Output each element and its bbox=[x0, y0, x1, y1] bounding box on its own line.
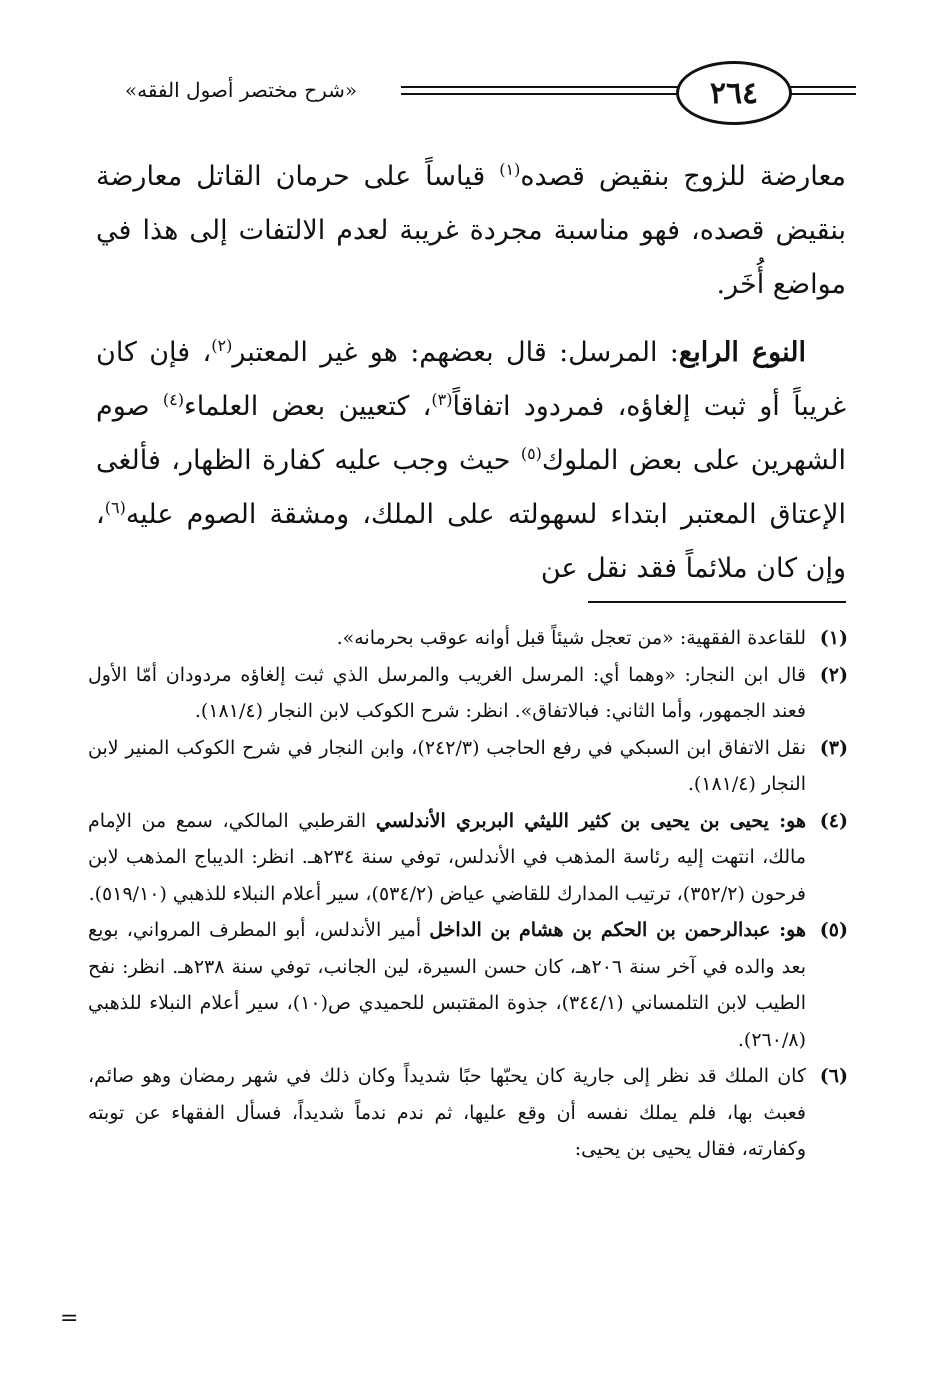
footnotes bbox=[88, 620, 848, 1168]
footnote-item bbox=[88, 657, 848, 730]
footnote-number: (٢) bbox=[819, 663, 848, 686]
biography-name: هو: عبدالرحمن بن الحكم بن هشام بن الداخل bbox=[429, 919, 806, 941]
paragraph-1 bbox=[96, 150, 846, 312]
footnote-ref: (٤) bbox=[162, 390, 184, 409]
book-title: «شرح مختصر أصول الفقه» bbox=[124, 78, 358, 102]
biography-name: هو: يحيى بن يحيى بن كثير الليثي البربري الأندلسي bbox=[375, 809, 806, 832]
page-number: ٢٦٤ bbox=[676, 61, 792, 125]
footnote-ref: (٦) bbox=[104, 498, 126, 517]
text-run: القرطبي المالكي، سمع من الإمام مالك، انتهت إليه رئاسة المذهب في الأندلس، توفي سنة ٢٣٤هـ. انظر: الديباج المذهب لابن فرحون (٣٥٢/٢)، ترتيب المدارك للقاضي عياض (٥٣٤/٢)، سير أعلام النبلاء للذهبي (٥١٩/١٠). bbox=[88, 809, 806, 905]
text-run: معارضة للزوج بنقيض قصده bbox=[520, 161, 846, 192]
footnote-ref: (٢) bbox=[211, 336, 233, 355]
page-header bbox=[86, 58, 856, 128]
text-run: ، كتعيين بعض العلماء bbox=[184, 391, 432, 422]
footnote-text bbox=[88, 803, 806, 913]
main-text bbox=[96, 150, 846, 596]
text-run: قياساً على حرمان القاتل معارضة بنقيض قصده، فهو مناسبة مجردة غريبة لعدم الالتفات إلى هذا في مواضع أُخَر. bbox=[96, 161, 846, 300]
footnote-text: قال ابن النجار: «وهما أي: المرسل الغريب والمرسل الذي ثبت إلغاؤه مردودان أمّا الأول فعند الجمهور، وأما الثاني: فبالاتفاق». انظر: شرح الكوكب لابن النجار (١٨١/٤). bbox=[88, 663, 806, 722]
continuation-mark: = bbox=[60, 1306, 79, 1331]
footnote-item bbox=[88, 803, 848, 913]
text-run: : المرسل: قال بعضهم: هو غير المعتبر bbox=[232, 337, 679, 368]
footnote-item bbox=[88, 912, 848, 1058]
footnote-number: (٣) bbox=[819, 736, 848, 759]
footnote-text: كان الملك قد نظر إلى جارية كان يحبّها حبًا شديداً وكان ذلك في شهر رمضان وهو صائم، فعبث بها، فلم يملك نفسه أن وقع عليها، ثم ندم ندماً شديداً، فسأل الفقهاء عن توبته وكفارته، فقال يحيى بن يحيى: bbox=[88, 1065, 806, 1160]
footnote-item bbox=[88, 620, 848, 657]
footnote-item bbox=[88, 730, 848, 803]
text-run: صوم الشهرين على بعض الملوك bbox=[96, 391, 846, 476]
footnote-ref: (٣) bbox=[431, 390, 453, 409]
footnote-ref: (٥) bbox=[520, 444, 542, 463]
section-lead: النوع الرابع bbox=[678, 337, 806, 368]
footnote-number: (٦) bbox=[819, 1065, 848, 1087]
paragraph-2 bbox=[96, 326, 846, 596]
text-run: أمير الأندلس، أبو المطرف المرواني، بويع بعد والده في آخر سنة ٢٠٦هـ، كان حسن السيرة، لين الجانب، توفي سنة ٢٣٨هـ. انظر: نفح الطيب لابن التلمساني (٣٤٤/١)، جذوة المقتبس للحميدي ص(١٠)، سير أعلام النبلاء للذهبي (٢٦٠/٨). bbox=[88, 919, 807, 1051]
text-run: حيث وجب عليه كفارة الظهار، فألغى الإعتاق المعتبر ابتداء لسهولته على الملك، ومشقة الصوم عليه bbox=[96, 445, 846, 530]
footnote-text bbox=[88, 912, 806, 1058]
footnote-divider bbox=[588, 601, 846, 603]
text-run: ، فإن كان غريباً أو ثبت إلغاؤه، فمردود اتفاقاً bbox=[96, 337, 846, 422]
footnote-number: (٤) bbox=[819, 809, 848, 832]
footnote-text: للقاعدة الفقهية: «من تعجل شيئاً قبل أوانه عوقب بحرمانه». bbox=[336, 627, 806, 649]
footnote-number: (٥) bbox=[819, 919, 848, 941]
text-run: ، وإن كان ملائماً فقد نقل عن bbox=[96, 499, 846, 584]
footnote-number: (١) bbox=[819, 627, 848, 649]
footnote-ref: (١) bbox=[499, 160, 521, 179]
footnote-text: نقل الاتفاق ابن السبكي في رفع الحاجب (٢٤٢/٣)، وابن النجار في شرح الكوكب المنير لابن النجار (١٨١/٤). bbox=[88, 736, 807, 795]
footnote-item bbox=[88, 1058, 848, 1168]
